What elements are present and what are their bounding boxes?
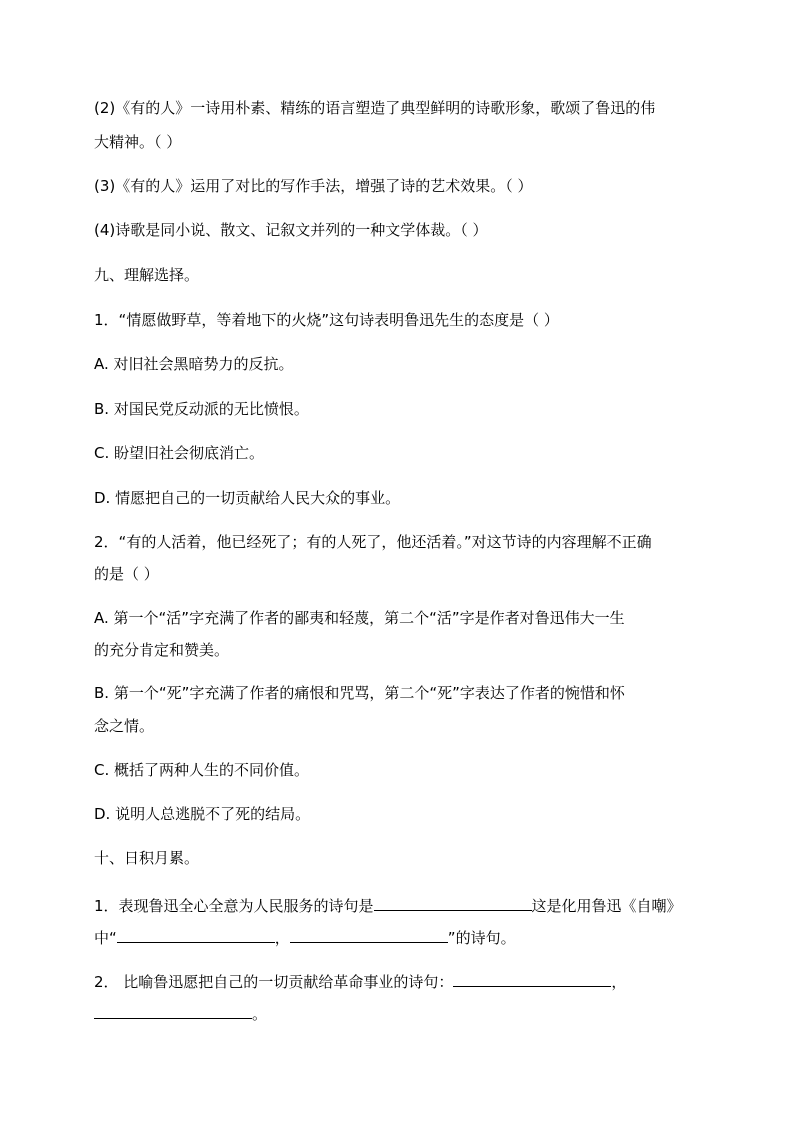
fill-question-2-text-c: 。 [252,1005,268,1023]
fill-blank-3[interactable] [290,926,448,943]
choice-question-2-option-b-line2: 念之情。 [94,717,155,735]
choice-question-1-stem: 1．“情愿做野草，等着地下的火烧”这句诗表明鲁迅先生的态度是（ ） [94,311,559,329]
fill-blank-1[interactable] [374,894,532,911]
fill-question-1-text-e: ”的诗句。 [447,929,516,947]
choice-question-2-option-a-line2: 的充分肯定和赞美。 [94,641,230,659]
fill-blank-2[interactable] [117,926,275,943]
choice-question-2-option-b-line1: B. 第一个“死”字充满了作者的痛恨和咒骂，第二个“死”字表达了作者的惋惜和怀 [94,684,625,702]
fill-blank-5[interactable] [94,1002,252,1019]
choice-question-1-option-a: A. 对旧社会黑暗势力的反抗。 [94,355,294,373]
choice-question-2-option-c: C. 概括了两种人生的不同价值。 [94,761,310,779]
fill-question-2-text-a: 2． 比喻鲁迅愿把自己的一切贡献给革命事业的诗句： [94,973,454,991]
choice-question-2-stem-line1: 2．“有的人活着，他已经死了；有的人死了，他还活着。”对这节诗的内容理解不正确 [94,533,652,551]
fill-question-2-line2 [94,1002,700,1024]
true-false-question-2-line1: (2)《有的人》一诗用朴素、精练的语言塑造了典型鲜明的诗歌形象，歌颂了鲁迅的伟 [94,99,656,117]
fill-question-1-text-b: 这是化用鲁迅《自嘲》 [531,897,682,915]
choice-question-1-option-d: D. 情愿把自己的一切贡献给人民大众的事业。 [94,489,401,507]
choice-question-2-stem-line2: 的是（ ） [94,565,159,583]
choice-question-1-option-c: C. 盼望旧社会彻底消亡。 [94,444,265,462]
section-nine-heading: 九、理解选择。 [94,266,200,284]
fill-question-2-text-b: ， [611,973,627,991]
fill-question-1-text-d: ， [274,929,290,947]
fill-blank-4[interactable] [453,970,611,987]
section-ten-heading: 十、日积月累。 [94,849,200,867]
choice-question-2-option-a-line1: A. 第一个“活”字充满了作者的鄙夷和轻蔑，第二个“活”字是作者对鲁迅伟大一生 [94,609,625,627]
fill-question-1-text-a: 1．表现鲁迅全心全意为人民服务的诗句是 [94,897,374,915]
fill-question-1-line1 [94,894,700,916]
fill-question-1-text-c: 中“ [94,929,117,947]
choice-question-1-option-b: B. 对国民党反动派的无比愤恨。 [94,400,309,418]
fill-question-2-line1 [94,970,700,992]
true-false-question-3: (3)《有的人》运用了对比的写作手法，增强了诗的艺术效果。（ ） [94,177,533,195]
true-false-question-2-line2: 大精神。（ ） [94,133,182,151]
true-false-question-4: (4)诗歌是同小说、散文、记叙文并列的一种文学体裁。（ ） [94,221,488,239]
fill-question-1-line2 [94,926,700,948]
choice-question-2-option-d: D. 说明人总逃脱不了死的结局。 [94,805,311,823]
